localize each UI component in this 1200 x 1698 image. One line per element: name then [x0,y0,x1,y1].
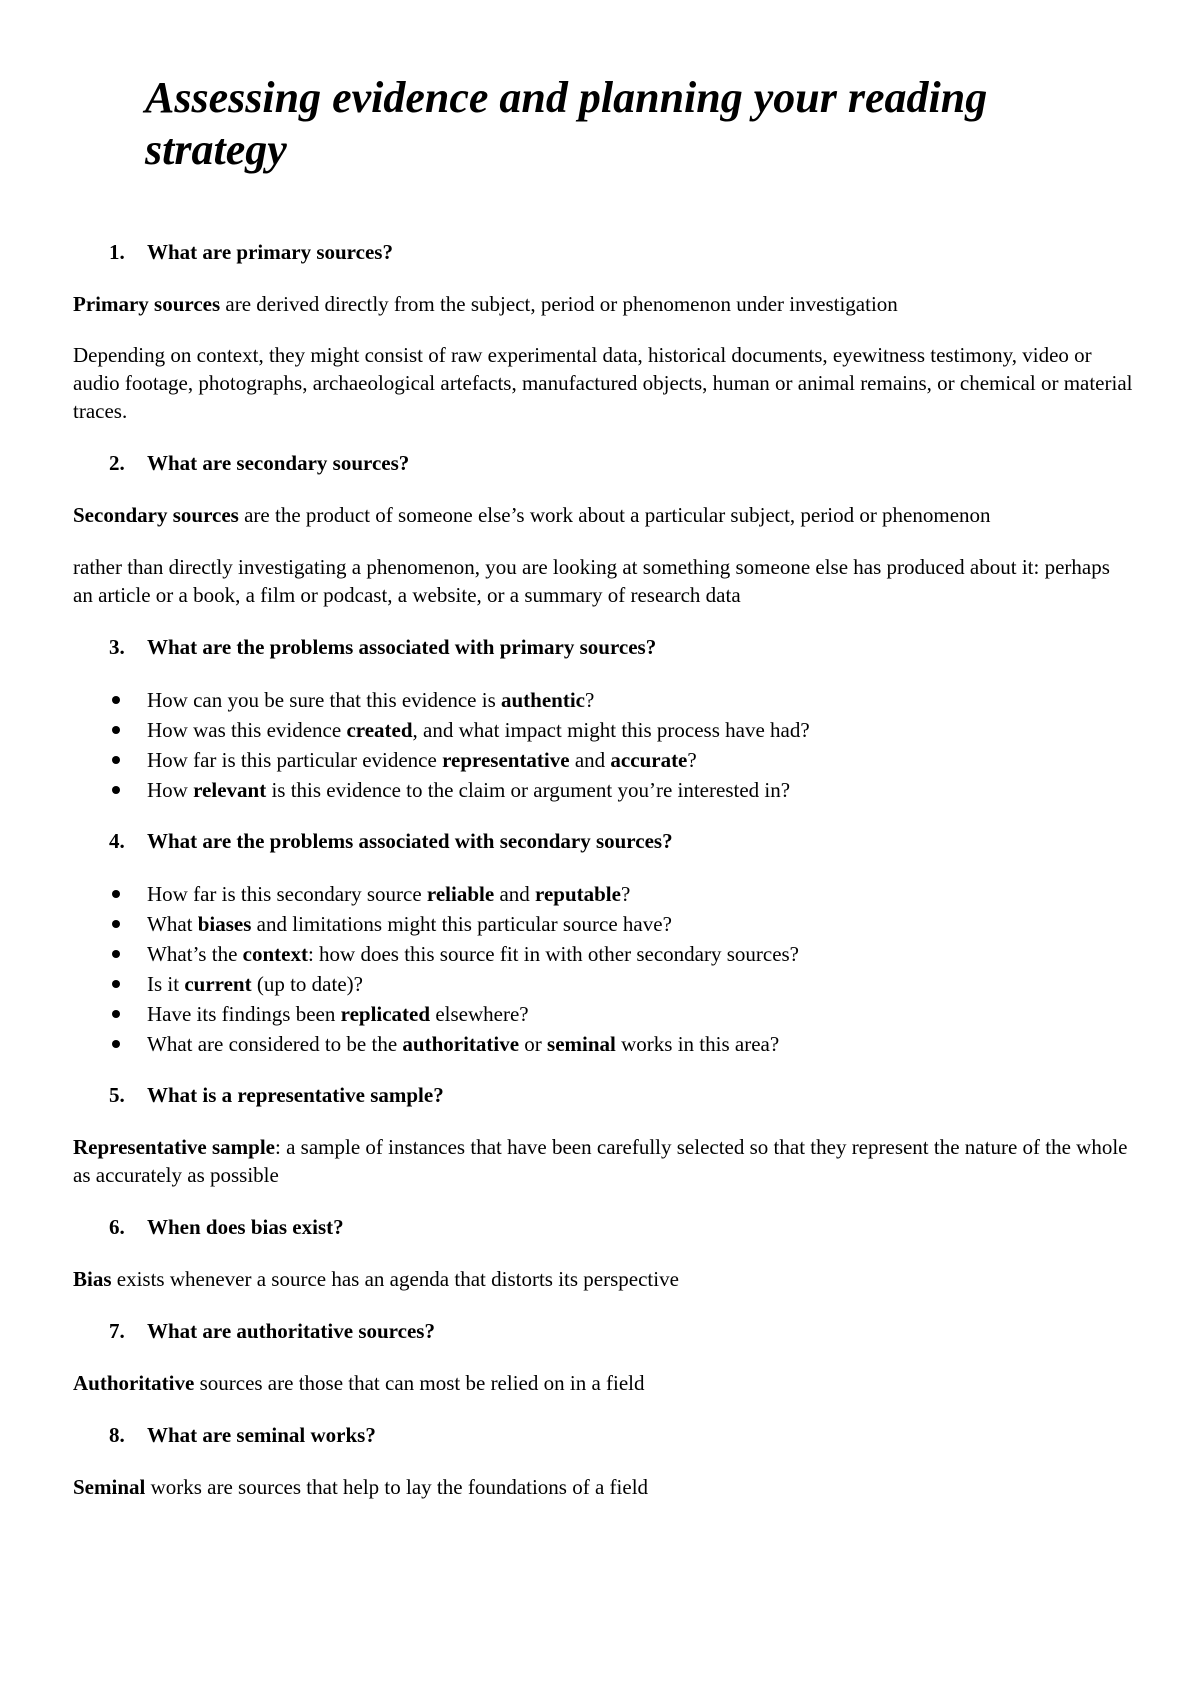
list-item: How can you be sure that this evidence is authentic? [73,685,1133,715]
question-number: 1. [109,240,125,264]
bullet-list [73,879,1133,1059]
list-item: How far is this particular evidence representative and accurate? [73,745,1133,775]
answer-paragraph [73,1133,1133,1189]
answer-text: are derived directly from the subject, period or phenomenon under investigation [220,292,898,316]
question-number: 8. [109,1423,125,1447]
bullet-icon [112,1010,120,1018]
key-term: Bias [73,1267,112,1291]
key-term: Seminal [73,1475,146,1499]
bullet-icon [112,890,120,898]
document-page [73,72,1133,1501]
answer-text: sources are those that can most be relied on in a field [194,1371,645,1395]
answer-paragraph [73,1369,1133,1397]
question-8-heading [73,1421,1133,1449]
question-number: 2. [109,451,125,475]
question-text: What is a representative sample? [147,1083,444,1107]
list-item: How far is this secondary source reliable and reputable? [73,879,1133,909]
question-3-heading [73,633,1133,661]
question-text: What are primary sources? [147,240,393,264]
bullet-icon [112,920,120,928]
bullet-icon [112,726,120,734]
answer-text: are the product of someone else’s work about a particular subject, period or phenomenon [238,503,991,527]
question-5-heading [73,1081,1133,1109]
bullet-icon [112,756,120,764]
answer-paragraph [73,1265,1133,1293]
question-text: What are authoritative sources? [147,1319,435,1343]
question-text: What are the problems associated with secondary sources? [147,829,673,853]
answer-paragraph [73,501,1133,529]
list-item: Have its findings been replicated elsewhere? [73,999,1133,1029]
answer-paragraph [73,290,1133,318]
question-text: When does bias exist? [147,1215,344,1239]
bullet-icon [112,696,120,704]
answer-text: works are sources that help to lay the foundations of a field [145,1475,649,1499]
question-number: 5. [109,1083,125,1107]
question-6-heading [73,1213,1133,1241]
bullet-icon [112,786,120,794]
list-item: What’s the context: how does this source fit in with other secondary sources? [73,939,1133,969]
question-7-heading [73,1317,1133,1345]
answer-paragraph: Depending on context, they might consist of raw experimental data, historical documents, eyewitness testimony, video or audio footage, photographs, archaeological artefacts, manufactured objects, human or animal remains, or chemical or material traces. [73,343,1133,423]
bullet-icon [112,1040,120,1048]
key-term: Representative sample [73,1135,275,1159]
list-item: How relevant is this evidence to the claim or argument you’re interested in? [73,775,1133,805]
question-text: What are seminal works? [147,1423,376,1447]
list-item: How was this evidence created, and what impact might this process have had? [73,715,1133,745]
bullet-icon [112,950,120,958]
question-number: 4. [109,829,125,853]
list-item: What biases and limitations might this particular source have? [73,909,1133,939]
answer-paragraph: rather than directly investigating a phenomenon, you are looking at something someone else has produced about it: perhaps an article or a book, a film or podcast, a website, or a summary of research data [73,555,1110,607]
question-2-heading [73,449,1133,477]
bullet-icon [112,980,120,988]
question-4-heading [73,827,1133,855]
question-number: 7. [109,1319,125,1343]
question-1-heading [73,238,1133,266]
question-number: 3. [109,635,125,659]
answer-paragraph [73,1473,1133,1501]
document-title: Assessing evidence and planning your reading strategy [145,73,988,174]
answer-text: exists whenever a source has an agenda that distorts its perspective [111,1267,679,1291]
question-text: What are secondary sources? [147,451,410,475]
list-item: What are considered to be the authoritative or seminal works in this area? [73,1029,1133,1059]
question-number: 6. [109,1215,125,1239]
list-item: Is it current (up to date)? [73,969,1133,999]
key-term: Authoritative [73,1371,195,1395]
bullet-list [73,685,1133,805]
key-term: Primary sources [73,292,221,316]
answer-text: : a sample of instances that have been carefully selected so that they represent the nature of the whole as accurately as possible [73,1135,1128,1187]
question-text: What are the problems associated with primary sources? [147,635,657,659]
key-term: Secondary sources [73,503,239,527]
